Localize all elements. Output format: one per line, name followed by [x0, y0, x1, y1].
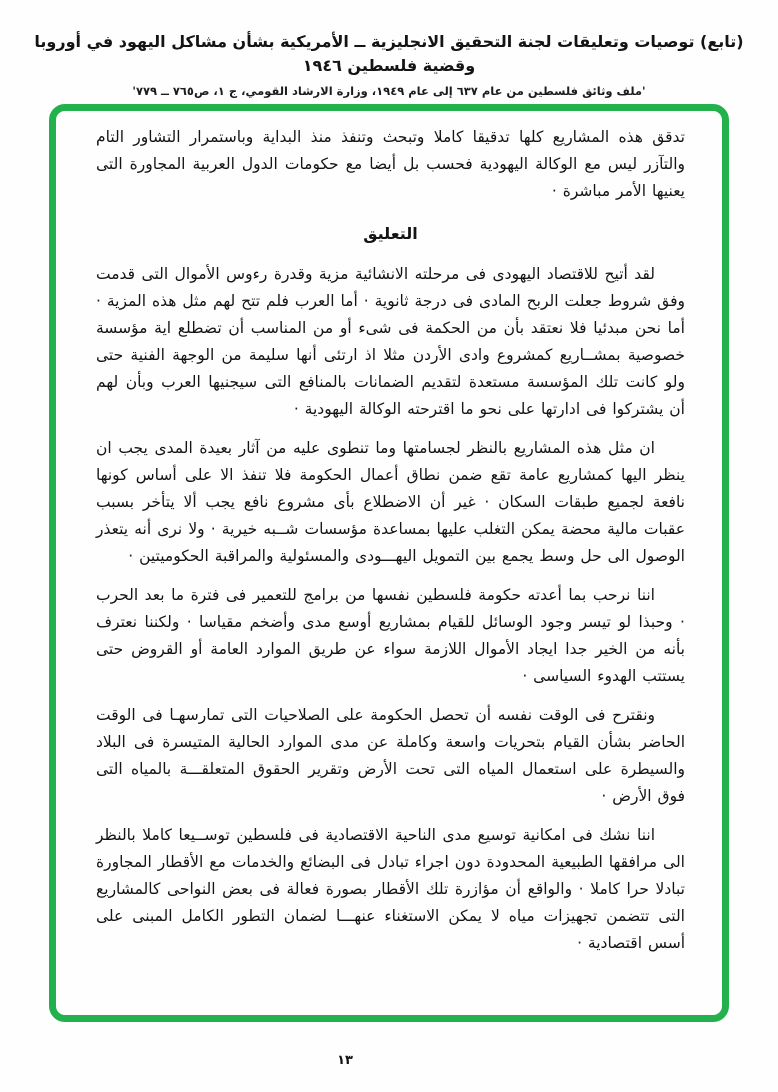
paragraph: ان مثل هذه المشاريع بالنظر لجسامتها وما تنطوى عليه من آثار بعيدة المدى يجب ان ينظر اليها كمشاريع عامة تقع ضمن نطاق أعمال الحكومة فلا تنفذ الا على أساس كونها نافعة لجميع طبقات السكان · غير أن الاضطلاع بأى مشروع نافع يجب ألا يتأخر بسبب عقبات مالية محضة يمكن التغلب عليها بمساعدة مؤسسات شــبه خيرية · ولا نرى أنه يتعذر الوصول الى حل وسط يجمع بين التمويل اليهـــودى والمسئولية والمراقبة الحكوميتين · [96, 439, 685, 565]
paragraph: لقد أتيح للاقتصاد اليهودى فى مرحلته الانشائية مزية وقدرة رءوس الأموال التى قدمت وفق شروط جعلت الربح المادى فى درجة ثانوية · أما العرب فلم تتح لهم مثل هذه المزية · أما نحن مبدئيا فلا نعتقد بأن من الحكمة فى شىء أو من المناسب أن تضطلع اية مؤسسة خصوصية بمشــاريع كمشروع وادى الأردن مثلا اذ ارتئى أنها سليمة من الوجهة الفنية حتى ولو كانت تلك المؤسسة مستعدة لتقديم الضمانات بالمنافع التى سيجنيها العرب وبأن لهم أن يشتركوا فى ادارتها على نحو ما اقترحته الوكالة اليهودية · [96, 265, 685, 418]
page-header [0, 30, 778, 98]
section-heading-commentary: التعليق [363, 224, 418, 243]
paragraph-continuation: تدقق هذه المشاريع كلها تدقيقا كاملا وتبحث وتنفذ منذ البداية وباستمرار التشاور التام والتآزر ليس مع الوكالة اليهودية فحسب بل أيضا مع حكومات الدول العربية المجاورة التى يعنيها الأمر مباشرة · [96, 128, 685, 200]
paragraph: ونقترح فى الوقت نفسه أن تحصل الحكومة على الصلاحيات التى تمارسهـا فى الوقت الحاضر بشأن القيام بتحريات واسعة وكاملة عن مدى الموارد الحالية المتيسرة فى البلاد والسيطرة على استعمال المياه التى تحت الأرض وتقرير الحقوق المتعلقـــة بالمياه التى فوق الأرض · [96, 706, 685, 805]
paragraph: اننا نشك فى امكانية توسيع مدى الناحية الاقتصادية فى فلسطين توســيعا كاملا بالنظر الى مرافقها الطبيعية المحدودة دون اجراء تبادل فى البضائع والخدمات مع الأقطار المجاورة تبادلا حرا كاملا · والواقع أن مؤازرة تلك الأقطار بصورة فعالة فى بعض النواحى كالمشاريع التى تتضمن تجهيزات مياه لا يمكن الاستغناء عنهـــا لضمان التطور الكامل المبنى على أسس اقتصادية · [96, 826, 685, 952]
document-body [56, 111, 722, 1015]
page-footer [0, 1049, 778, 1068]
green-highlight-border [49, 104, 729, 1022]
document-title: (تابع) توصيات وتعليقات لجنة التحقيق الانجليزية ــ الأمريكية بشأن مشاكل اليهود في أوروبا وقضية فلسطين ١٩٤٦ [34, 32, 744, 75]
paragraph: اننا نرحب بما أعدته حكومة فلسطين نفسها من برامج للتعمير فى فترة ما بعد الحرب · وحبذا لو تيسر وجود الوسائل للقيام بمشاريع أوسع مدى وأضخم مقياسا · ولكننا نعترف بأنه من الخير جدا ايجاد الأموال اللازمة سواء عن طريق الموارد العامة أو القروض حتى يستتب الهدوء السياسى · [96, 586, 685, 685]
page-number: ١٣ [337, 1053, 353, 1068]
document-source-citation: 'ملف وثائق فلسطين من عام ٦٣٧ إلى عام ١٩٤٩، وزارة الارشاد القومي، ج ١، ص٧٦٥ ــ ٧٧٩' [132, 84, 646, 98]
